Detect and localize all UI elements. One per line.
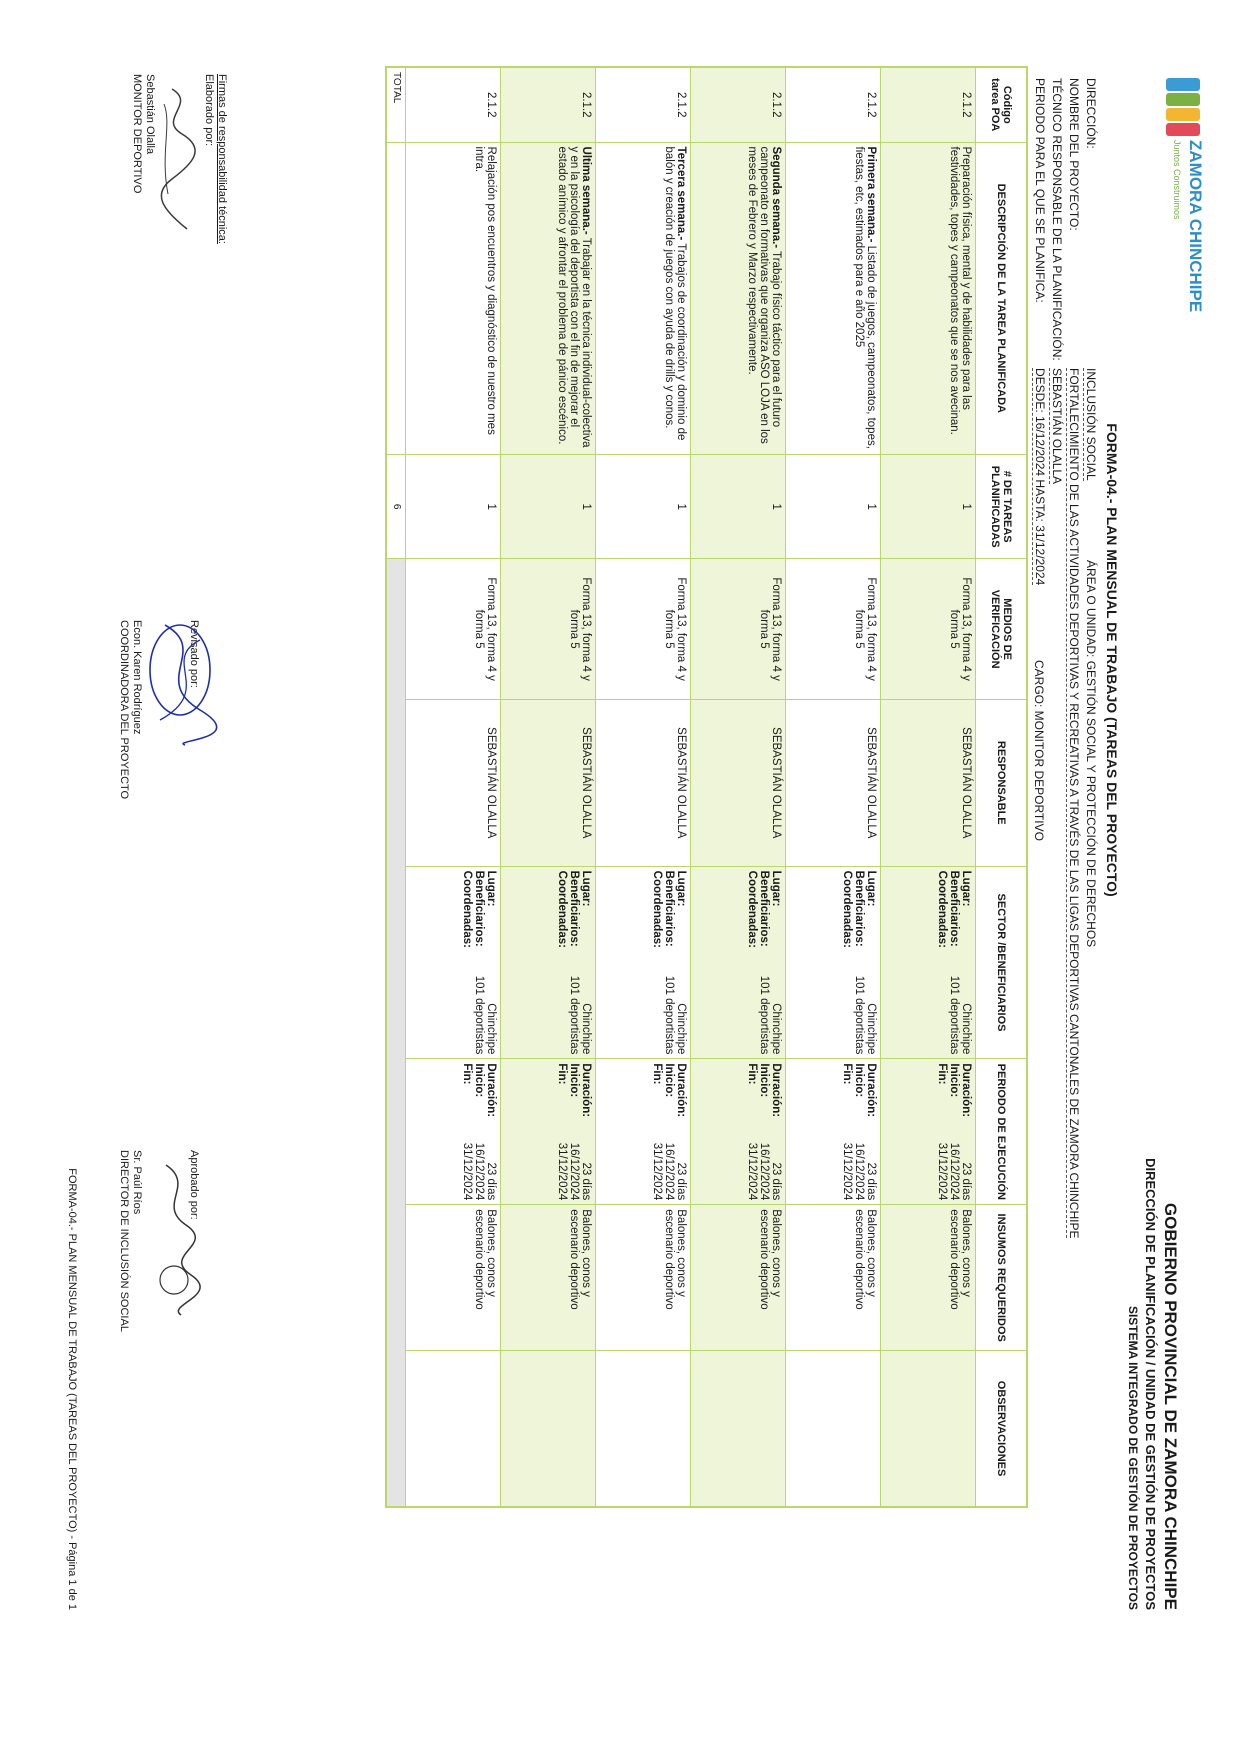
- descripcion-text: Trabajos de coordinación y dominio de balón y creación de juegos con ayuda de drills y conos.: [663, 146, 687, 441]
- inicio-value: 16/12/2024: [568, 1142, 580, 1201]
- medios-cell: Forma 13, forma 4 y forma 5: [691, 559, 786, 700]
- signature-aprobado: [117, 1150, 200, 1332]
- col-insumos: INSUMOS REQUERIDOS: [976, 1205, 1028, 1351]
- observaciones-cell: [691, 1351, 786, 1507]
- beneficiarios-value: 101 deportistas: [948, 975, 960, 1055]
- lugar-value: Chinchipe: [770, 1003, 782, 1055]
- form-title: FORMA-04.- PLAN MENSUAL DE TRABAJO (TAREAS DEL PROYECTO): [1104, 423, 1120, 897]
- observaciones-cell: [406, 1351, 501, 1507]
- observaciones-cell: [786, 1351, 881, 1507]
- periodo-cell: Duración: 23 días Inicio: 16/12/2024 Fin: 31/12/2024: [501, 1059, 596, 1205]
- lugar-value: Chinchipe: [580, 1003, 592, 1055]
- proyecto-row: NOMBRE DEL PROYECTO: FORTALECIMIENTO DE LAS ACTIVIDADES DEPORTIVAS Y RECREATIVAS A TRAVÉS DE LAS LIGAS DEPORTIVAS CANTONALES DE ZAMORA CHINCHIPE: [1067, 78, 1081, 1239]
- table-row: [501, 67, 596, 1507]
- table-row: [596, 67, 691, 1507]
- gov-subtitle-2: SISTEMA INTEGRADO DE GESTIÓN DE PROYECTOS: [1126, 1305, 1140, 1610]
- duracion-value: 23 días: [960, 1162, 972, 1201]
- medios-cell: Forma 13, forma 4 y forma 5: [881, 559, 976, 700]
- descripcion-cell: [596, 142, 691, 455]
- codigo-cell: 2.1.2: [406, 67, 501, 142]
- duracion-value: 23 días: [485, 1162, 497, 1201]
- total-row: [386, 67, 406, 1507]
- sector-cell: Lugar: Chinchipe Beneficiarios: 101 deportistas Coordenadas:: [406, 866, 501, 1059]
- aprobado-name: Sr. Paúl Ríos: [131, 1150, 143, 1215]
- lugar-value: Chinchipe: [960, 1003, 972, 1055]
- lugar-value: Chinchipe: [865, 1003, 877, 1055]
- signature-revisado: [117, 620, 200, 799]
- medios-cell: Forma 13, forma 4 y forma 5: [406, 559, 501, 700]
- lugar-value: Chinchipe: [485, 1003, 497, 1055]
- periodo-cell: Duración: 23 días Inicio: 16/12/2024 Fin: 31/12/2024: [596, 1059, 691, 1205]
- periodo-value: DESDE: 16/12/2024 HASTA: 31/12/2024: [1033, 368, 1047, 586]
- observaciones-cell: [881, 1351, 976, 1507]
- periodo-cell: Duración: 23 días Inicio: 16/12/2024 Fin: 31/12/2024: [406, 1059, 501, 1205]
- fin-value: 31/12/2024: [746, 1142, 758, 1201]
- signature-scribble-2: [140, 610, 220, 750]
- fin-value: 31/12/2024: [841, 1142, 853, 1201]
- col-sector: SECTOR /BENEFICIARIOS: [976, 866, 1028, 1059]
- week-label: Tercera semana.-: [675, 146, 687, 241]
- week-label: Ultima semana.-: [580, 146, 592, 235]
- fin-value: 31/12/2024: [556, 1142, 568, 1201]
- sector-cell: Lugar: Chinchipe Beneficiarios: 101 deportistas Coordenadas:: [691, 866, 786, 1059]
- codigo-cell: 2.1.2: [596, 67, 691, 142]
- insumos-cell: Balones, conos y escenario deportivo: [501, 1205, 596, 1351]
- codigo-cell: 2.1.2: [691, 67, 786, 142]
- responsable-cell: SEBASTIÁN OLALLA: [406, 699, 501, 866]
- fin-value: 31/12/2024: [936, 1142, 948, 1201]
- descripcion-text: Trabajo físico táctico para el futuro campeonato en formativas que organiza ASO LOJA en los meses de Febrero y Marzo respectivamente.: [746, 146, 782, 444]
- descripcion-text: Preparación física, mental y de habilidades para las festividades, topes y campeonatos que se nos avecinan.: [948, 146, 972, 435]
- col-responsable: RESPONSABLE: [976, 699, 1028, 866]
- elaborado-name: Sebastián Olalla: [144, 74, 156, 155]
- total-value: 6: [386, 455, 406, 559]
- periodo-row: PERIODO PARA EL QUE SE PLANIFICA: DESDE: 16/12/2024 HASTA: 31/12/2024: [1033, 78, 1047, 586]
- beneficiarios-value: 101 deportistas: [473, 975, 485, 1055]
- inicio-value: 16/12/2024: [758, 1142, 770, 1201]
- revisado-name: Econ. Karen Rodríguez: [131, 620, 143, 735]
- beneficiarios-value: 101 deportistas: [758, 975, 770, 1055]
- insumos-cell: Balones, conos y escenario deportivo: [406, 1205, 501, 1351]
- direccion-row: DIRECCIÓN: INCLUSIÓN SOCIAL: [1084, 78, 1098, 481]
- page-footer: FORMA-04.- PLAN MENSUAL DE TRABAJO (TAREAS DEL PROYECTO) - Página 1 de 1: [66, 1168, 78, 1610]
- area-unidad: ÁREA O UNIDAD: GESTIÓN SOCIAL Y PROTECCIÓN DE DERECHOS: [1084, 560, 1098, 948]
- col-descripcion: DESCRIPCIÓN DE LA TAREA PLANIFICADA: [976, 142, 1028, 455]
- inicio-value: 16/12/2024: [948, 1142, 960, 1201]
- elaborado-role: MONITOR DEPORTIVO: [131, 74, 143, 194]
- responsable-cell: SEBASTIÁN OLALLA: [786, 699, 881, 866]
- descripcion-text: Relajación pos encuentros y diagnóstico de nuestro mes intra.: [473, 146, 497, 435]
- medios-cell: Forma 13, forma 4 y forma 5: [501, 559, 596, 700]
- medios-cell: Forma 13, forma 4 y forma 5: [786, 559, 881, 700]
- responsable-cell: SEBASTIÁN OLALLA: [881, 699, 976, 866]
- fin-value: 31/12/2024: [461, 1142, 473, 1201]
- col-medios: MEDIOS DE VERIFICACIÓN: [976, 559, 1028, 700]
- revisado-label: Revisado por:: [188, 620, 200, 688]
- sector-cell: Lugar: Chinchipe Beneficiarios: 101 deportistas Coordenadas:: [881, 866, 976, 1059]
- medios-cell: Forma 13, forma 4 y forma 5: [596, 559, 691, 700]
- logo-mark: [1166, 78, 1200, 136]
- responsable-cell: SEBASTIÁN OLALLA: [501, 699, 596, 866]
- cargo: CARGO: MONITOR DEPORTIVO: [1032, 660, 1046, 841]
- descripcion-cell: [501, 142, 596, 455]
- form-sheet: [1, 0, 1239, 1670]
- periodo-cell: Duración: 23 días Inicio: 16/12/2024 Fin: 31/12/2024: [691, 1059, 786, 1205]
- duracion-value: 23 días: [580, 1162, 592, 1201]
- fin-value: 31/12/2024: [651, 1142, 663, 1201]
- proyecto-value: FORTALECIMIENTO DE LAS ACTIVIDADES DEPORTIVAS Y RECREATIVAS A TRAVÉS DE LAS LIGAS DEPORTIVAS CANTONALES DE ZAMORA CHINCHIPE: [1067, 368, 1081, 1239]
- tecnico-row: TÉCNICO RESPONSABLE DE LA PLANIFICACIÓN: SEBASTIÁN OLALLA: [1050, 78, 1064, 485]
- descripcion-cell: [406, 142, 501, 455]
- duracion-value: 23 días: [865, 1162, 877, 1201]
- logo-text: ZAMORA CHINCHIPE Juntos Construimos: [1172, 140, 1205, 313]
- insumos-cell: Balones, conos y escenario deportivo: [691, 1205, 786, 1351]
- col-tareas: # DE TAREAS PLANIFICADAS: [976, 455, 1028, 559]
- inicio-value: 16/12/2024: [663, 1142, 675, 1201]
- beneficiarios-value: 101 deportistas: [853, 975, 865, 1055]
- signature-elaborado: [130, 74, 228, 244]
- sector-cell: Lugar: Chinchipe Beneficiarios: 101 deportistas Coordenadas:: [501, 866, 596, 1059]
- duracion-value: 23 días: [770, 1162, 782, 1201]
- table-header-row: [976, 67, 1028, 1507]
- codigo-cell: 2.1.2: [881, 67, 976, 142]
- inicio-value: 16/12/2024: [473, 1142, 485, 1201]
- codigo-cell: 2.1.2: [786, 67, 881, 142]
- observaciones-cell: [596, 1351, 691, 1507]
- tareas-cell: 1: [501, 455, 596, 559]
- sector-cell: Lugar: Chinchipe Beneficiarios: 101 deportistas Coordenadas:: [786, 866, 881, 1059]
- col-observaciones: OBSERVACIONES: [976, 1351, 1028, 1507]
- responsable-cell: SEBASTIÁN OLALLA: [691, 699, 786, 866]
- beneficiarios-value: 101 deportistas: [663, 975, 675, 1055]
- direccion-value: INCLUSIÓN SOCIAL: [1084, 368, 1098, 481]
- descripcion-text: Listado de juegos, campeonatos, topes, fiestas, etc, estimados para e año 2025: [853, 146, 877, 449]
- table-row: [881, 67, 976, 1507]
- total-spacer: [386, 142, 406, 455]
- descripcion-cell: [691, 142, 786, 455]
- tareas-cell: 1: [881, 455, 976, 559]
- insumos-cell: Balones, conos y escenario deportivo: [881, 1205, 976, 1351]
- insumos-cell: Balones, conos y escenario deportivo: [596, 1205, 691, 1351]
- tasks-table: [385, 66, 1028, 1508]
- table-row: [691, 67, 786, 1507]
- elaborado-label: Elaborado por:: [203, 74, 215, 147]
- aprobado-label: Aprobado por:: [188, 1150, 200, 1220]
- signature-scribble-3: [146, 1160, 206, 1320]
- lugar-value: Chinchipe: [675, 1003, 687, 1055]
- tareas-cell: 1: [596, 455, 691, 559]
- observaciones-cell: [501, 1351, 596, 1507]
- week-label: Primera semana.-: [865, 146, 877, 243]
- descripcion-cell: [786, 142, 881, 455]
- codigo-cell: 2.1.2: [501, 67, 596, 142]
- tareas-cell: 1: [786, 455, 881, 559]
- sector-cell: Lugar: Chinchipe Beneficiarios: 101 deportistas Coordenadas:: [596, 866, 691, 1059]
- total-filler: [386, 559, 406, 1507]
- responsable-cell: SEBASTIÁN OLALLA: [596, 699, 691, 866]
- revisado-role: COORDINADORA DEL PROYECTO: [118, 620, 130, 800]
- insumos-cell: Balones, conos y escenario deportivo: [786, 1205, 881, 1351]
- aprobado-role: DIRECTOR DE INCLUSIÓN SOCIAL: [118, 1150, 130, 1332]
- descripcion-text: Trabajar en la técnica individual-colectiva y en la psicología del deportista con el fin de mejorar el estado anímico y afrontar el problema de pánico escénico.: [556, 146, 592, 448]
- table-row: [786, 67, 881, 1507]
- inicio-value: 16/12/2024: [853, 1142, 865, 1201]
- col-codigo: Código tarea POA: [976, 67, 1028, 142]
- periodo-cell: Duración: 23 días Inicio: 16/12/2024 Fin: 31/12/2024: [881, 1059, 976, 1205]
- tareas-cell: 1: [406, 455, 501, 559]
- firmas-label: Firmas de responsabilidad técnica:: [216, 74, 228, 244]
- duracion-value: 23 días: [675, 1162, 687, 1201]
- descripcion-cell: [881, 142, 976, 455]
- periodo-cell: Duración: 23 días Inicio: 16/12/2024 Fin: 31/12/2024: [786, 1059, 881, 1205]
- table-row: [406, 67, 501, 1507]
- beneficiarios-value: 101 deportistas: [568, 975, 580, 1055]
- signature-scribble-1: [152, 84, 202, 234]
- gov-title: GOBIERNO PROVINCIAL DE ZAMORA CHINCHIPE: [1161, 1202, 1180, 1610]
- col-periodo: PERIODO DE EJECUCIÓN: [976, 1059, 1028, 1205]
- week-label: Segunda semana.-: [770, 146, 782, 249]
- gov-subtitle-1: DIRECCIÓN DE PLANIFICACIÓN / UNIDAD DE GESTIÓN DE PROYECTOS: [1143, 1158, 1158, 1610]
- tecnico-value: SEBASTIÁN OLALLA: [1050, 368, 1064, 485]
- total-label: TOTAL: [386, 67, 406, 142]
- tareas-cell: 1: [691, 455, 786, 559]
